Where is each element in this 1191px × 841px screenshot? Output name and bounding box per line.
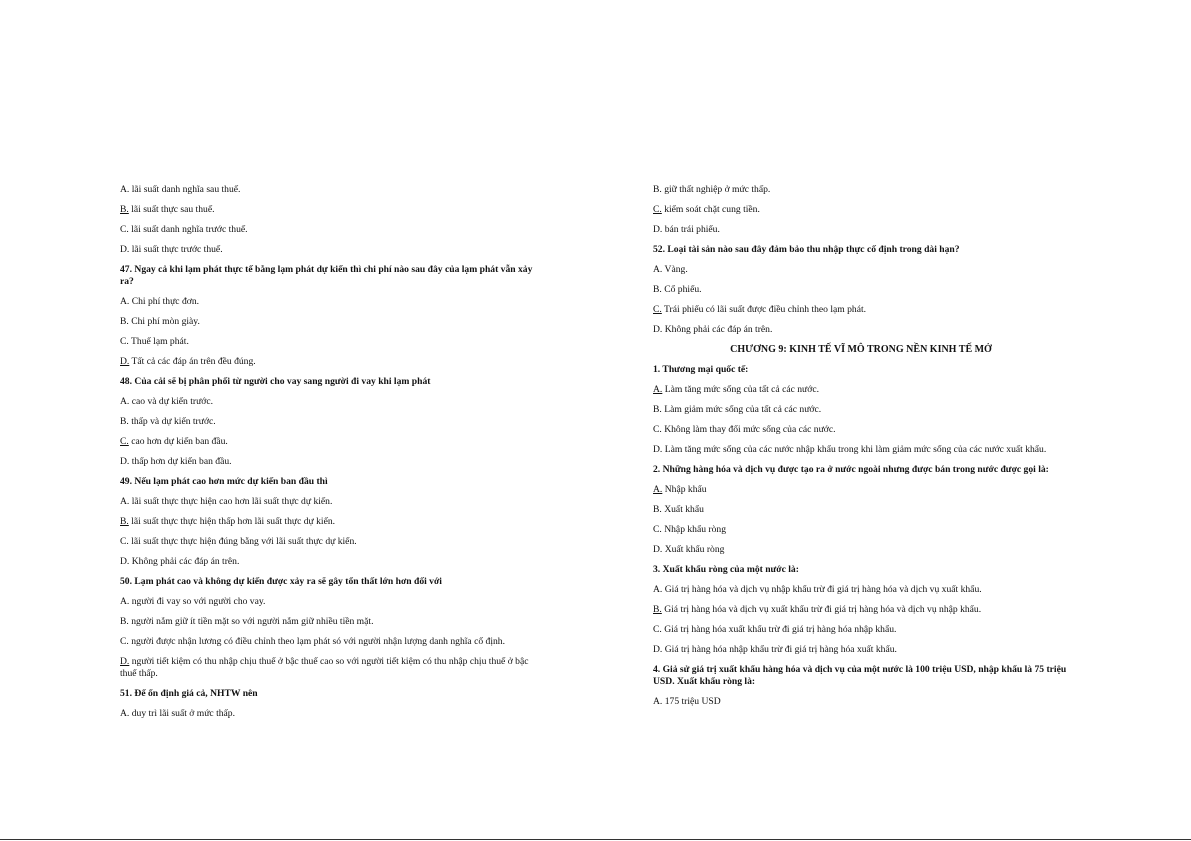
option-text: Xuất khẩu ròng <box>662 544 725 555</box>
option-text: Tất cả các đáp án trên đều đúng. <box>129 356 256 367</box>
answer-option <box>120 596 536 608</box>
option-text: Chi phí thực đơn. <box>129 296 200 307</box>
answer-option <box>120 556 536 568</box>
option-text: người nắm giữ ít tiền mặt so với người nắm giữ nhiều tiền mặt. <box>128 616 374 627</box>
option-letter: D. <box>653 324 663 335</box>
option-text: cao hơn dự kiến ban đầu. <box>128 436 228 447</box>
answer-option <box>653 584 1069 596</box>
option-text: Chi phí mòn giày. <box>128 316 200 327</box>
answer-option-correct <box>653 604 1069 616</box>
option-text: thấp hơn dự kiến ban đầu. <box>129 456 232 467</box>
option-letter: B. <box>120 416 129 427</box>
answer-option-correct <box>653 304 1069 316</box>
answer-option <box>120 536 536 548</box>
answer-option <box>120 224 536 236</box>
option-letter: A. <box>120 596 130 607</box>
question-text: 4. Giả sử giá trị xuất khẩu hàng hóa và dịch vụ của một nước là 100 triệu USD, nhập khẩu là 75 triệu USD. Xuất khẩu ròng là: <box>653 664 1067 687</box>
option-text: Trái phiếu có lãi suất được điều chỉnh theo lạm phát. <box>661 304 867 315</box>
answer-option <box>653 524 1069 536</box>
option-text: lãi suất thực thực hiện cao hơn lãi suất thực dự kiến. <box>129 496 333 507</box>
page-bottom-rule <box>0 839 1191 840</box>
option-letter: D. <box>120 556 130 567</box>
option-text: người đi vay so với người cho vay. <box>129 596 266 607</box>
option-letter: D. <box>653 644 663 655</box>
option-text: lãi suất danh nghĩa trước thuế. <box>128 224 248 235</box>
option-text: lãi suất thực thực hiện đúng bằng với lãi suất thực dự kiến. <box>128 536 357 547</box>
question-text: 49. Nếu lạm phát cao hơn mức dự kiến ban đầu thì <box>120 476 328 487</box>
option-letter: A. <box>653 696 663 707</box>
question-text: 47. Ngay cả khi lạm phát thực tế bằng lạm phát dự kiến thì chi phí nào sau đây của lạm phát vẫn xảy ra? <box>120 264 533 287</box>
question-text: 48. Của cải sẽ bị phân phối từ người cho vay sang người đi vay khi lạm phát <box>120 376 431 387</box>
question-text: 2. Những hàng hóa và dịch vụ được tạo ra ở nước ngoài nhưng được bán trong nước được gọi là: <box>653 464 1049 475</box>
option-letter: A. <box>120 708 130 719</box>
option-letter: B. <box>653 404 662 415</box>
option-letter: A. <box>653 584 663 595</box>
option-text: Làm tăng mức sống của các nước nhập khẩu trong khi làm giảm mức sống của các nước xuất khẩu. <box>662 444 1047 455</box>
option-letter: D. <box>653 224 663 235</box>
option-text: Cổ phiếu. <box>661 284 702 295</box>
answer-option <box>653 504 1069 516</box>
option-text: duy trì lãi suất ở mức thấp. <box>129 708 235 719</box>
option-text: lãi suất thực thực hiện thấp hơn lãi suất thực dự kiến. <box>128 516 336 527</box>
option-letter: C. <box>653 524 662 535</box>
question-text: 52. Loại tài sản nào sau đây đảm bảo thu nhập thực cố định trong dài hạn? <box>653 244 960 255</box>
option-letter: D. <box>653 444 663 455</box>
option-letter: C. <box>653 204 662 215</box>
option-letter: C. <box>653 624 662 635</box>
option-letter: B. <box>120 204 129 215</box>
option-letter: D. <box>120 356 130 367</box>
answer-option <box>653 264 1069 276</box>
option-letter: A. <box>653 484 663 495</box>
answer-option <box>120 616 536 628</box>
answer-option-correct <box>653 384 1069 396</box>
answer-option <box>653 644 1069 656</box>
option-letter: C. <box>120 336 129 347</box>
option-letter: D. <box>120 244 130 255</box>
option-letter: A. <box>120 184 130 195</box>
answer-option-correct <box>653 204 1069 216</box>
option-letter: C. <box>653 304 662 315</box>
option-letter: D. <box>120 456 130 467</box>
option-letter: C. <box>120 536 129 547</box>
option-text: cao và dự kiến trước. <box>129 396 213 407</box>
answer-option <box>120 336 536 348</box>
answer-option <box>120 184 536 196</box>
answer-option <box>653 324 1069 336</box>
option-letter: D. <box>120 656 130 667</box>
option-letter: A. <box>120 396 130 407</box>
answer-option <box>120 636 536 648</box>
answer-option <box>653 224 1069 236</box>
option-text: Không phải các đáp án trên. <box>129 556 240 567</box>
answer-option <box>120 456 536 468</box>
answer-option <box>120 316 536 328</box>
answer-option <box>653 444 1069 456</box>
option-letter: A. <box>120 496 130 507</box>
option-letter: A. <box>653 264 663 275</box>
option-text: Xuất khẩu <box>661 504 704 515</box>
option-text: Làm tăng mức sống của tất cả các nước. <box>662 384 819 395</box>
answer-option-correct <box>120 656 536 680</box>
option-text: Nhập khẩu <box>662 484 707 495</box>
answer-option <box>120 396 536 408</box>
option-letter: C. <box>120 636 129 647</box>
option-letter: B. <box>120 616 129 627</box>
option-text: Không làm thay đổi mức sống của các nước. <box>661 424 836 435</box>
chapter-heading: CHƯƠNG 9: KINH TẾ VĨ MÔ TRONG NỀN KINH TẾ MỞ <box>730 344 992 355</box>
option-text: Làm giảm mức sống của tất cả các nước. <box>661 404 822 415</box>
option-letter: B. <box>120 516 129 527</box>
option-letter: A. <box>653 384 663 395</box>
option-text: người tiết kiệm có thu nhập chịu thuế ở bậc thuế cao so với người tiết kiệm có thu nhập chịu thuế ở bậc thuế thấp. <box>120 656 529 679</box>
answer-option <box>653 544 1069 556</box>
option-letter: B. <box>653 504 662 515</box>
option-text: giữ thất nghiệp ở mức thấp. <box>661 184 771 195</box>
answer-option <box>653 284 1069 296</box>
option-text: Không phải các đáp án trên. <box>662 324 773 335</box>
option-text: Giá trị hàng hóa nhập khẩu trừ đi giá trị hàng hóa xuất khẩu. <box>662 644 897 655</box>
option-letter: A. <box>120 296 130 307</box>
option-text: Nhập khẩu ròng <box>661 524 727 535</box>
answer-option <box>120 296 536 308</box>
option-text: Giá trị hàng hóa và dịch vụ nhập khẩu trừ đi giá trị hàng hóa và dịch vụ xuất khẩu. <box>662 584 982 595</box>
answer-option-correct <box>120 516 536 528</box>
option-text: bán trái phiếu. <box>662 224 720 235</box>
answer-option <box>120 496 536 508</box>
option-text: 175 triệu USD <box>662 696 721 707</box>
question-text: 1. Thương mại quốc tế: <box>653 364 749 375</box>
option-letter: B. <box>653 284 662 295</box>
option-text: Vàng. <box>662 264 688 275</box>
right-column <box>653 184 1069 716</box>
answer-option-correct <box>653 484 1069 496</box>
option-text: thấp và dự kiến trước. <box>128 416 216 427</box>
option-letter: B. <box>653 184 662 195</box>
option-text: Thuế lạm phát. <box>128 336 189 347</box>
option-text: lãi suất thực trước thuế. <box>129 244 223 255</box>
answer-option-correct <box>120 204 536 216</box>
question-text: 3. Xuất khẩu ròng của một nước là: <box>653 564 799 575</box>
option-letter: C. <box>120 224 129 235</box>
answer-option-correct <box>120 356 536 368</box>
answer-option <box>120 416 536 428</box>
option-letter: D. <box>653 544 663 555</box>
answer-option-correct <box>120 436 536 448</box>
option-text: lãi suất thực sau thuế. <box>128 204 215 215</box>
option-letter: B. <box>120 316 129 327</box>
option-text: người được nhận lương có điều chỉnh theo lạm phát só với người nhận lượng danh nghĩa cố định. <box>128 636 505 647</box>
answer-option <box>120 244 536 256</box>
option-text: lãi suất danh nghĩa sau thuế. <box>129 184 241 195</box>
answer-option <box>653 424 1069 436</box>
answer-option <box>653 404 1069 416</box>
answer-option <box>653 696 1069 708</box>
option-text: Giá trị hàng hóa xuất khẩu trừ đi giá trị hàng hóa nhập khẩu. <box>661 624 897 635</box>
answer-option <box>653 184 1069 196</box>
answer-option <box>120 708 536 720</box>
option-text: Giá trị hàng hóa và dịch vụ xuất khẩu trừ đi giá trị hàng hóa và dịch vụ nhập khẩu. <box>661 604 982 615</box>
option-letter: C. <box>653 424 662 435</box>
left-column <box>120 184 536 728</box>
option-text: kiểm soát chặt cung tiền. <box>661 204 760 215</box>
option-letter: C. <box>120 436 129 447</box>
question-text: 51. Để ổn định giá cả, NHTW nên <box>120 688 258 699</box>
answer-option <box>653 624 1069 636</box>
question-text: 50. Lạm phát cao và không dự kiến được xảy ra sẽ gây tổn thất lớn hơn đối với <box>120 576 442 587</box>
option-letter: B. <box>653 604 662 615</box>
